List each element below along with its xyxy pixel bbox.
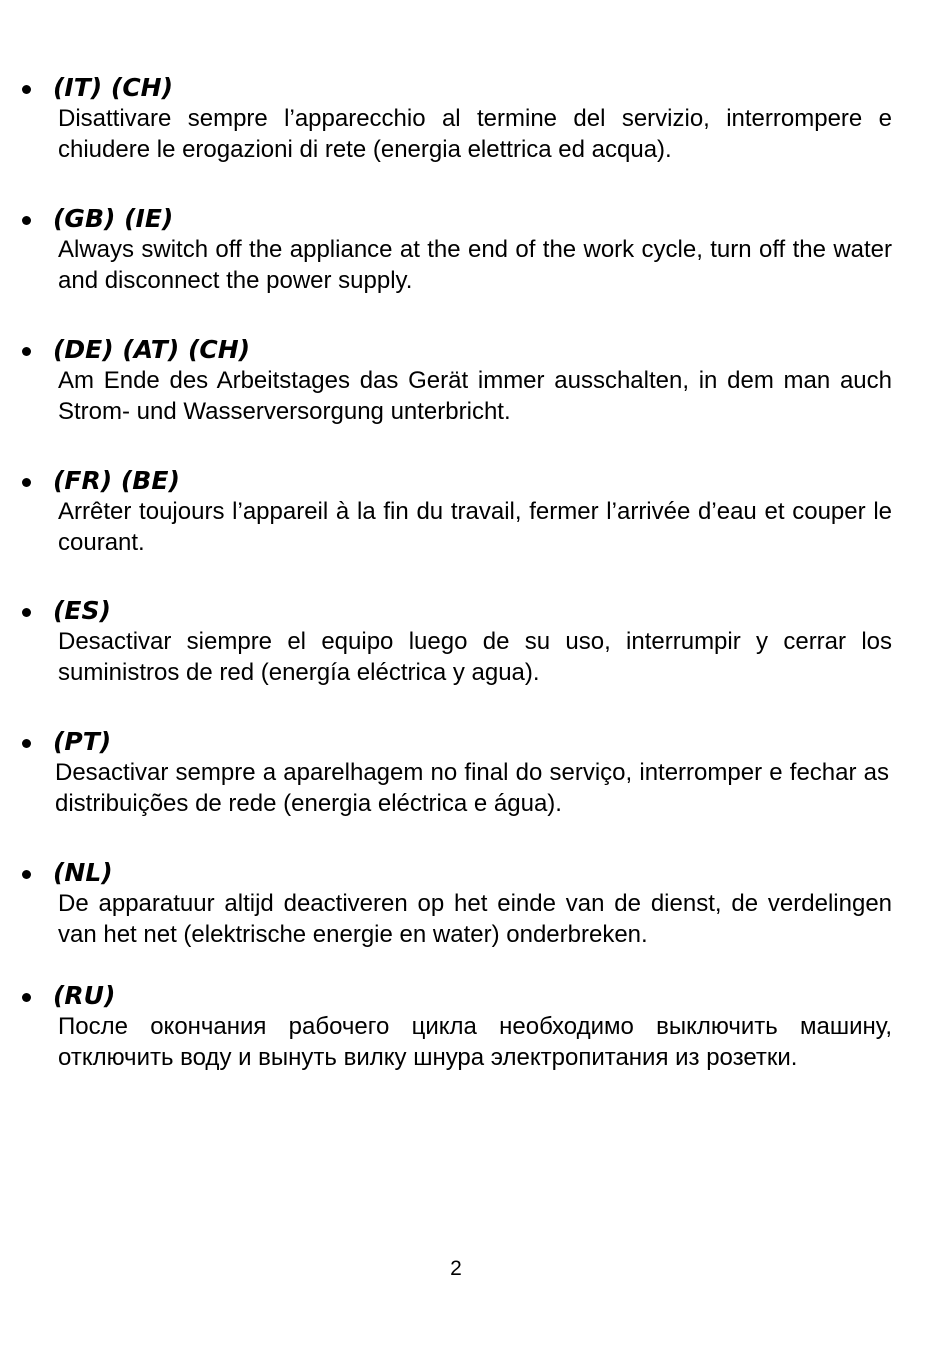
text-line: De apparatuur altijd deactiveren op het einde van de dienst, de xyxy=(58,890,759,917)
bullet-icon xyxy=(22,993,31,1002)
text-line: verdelingen van het net (elektrische energie en water) onderbreken. xyxy=(58,890,893,948)
instruction-text xyxy=(58,496,892,558)
text-line: Arrêter toujours l’appareil à la fin du travail, fermer l’arrivée d’eau et xyxy=(58,498,785,525)
language-heading: (ES) xyxy=(53,596,111,625)
text-line: отключить воду и вынуть вилку шнура электропитания из розетки. xyxy=(58,1044,798,1071)
instruction-text xyxy=(55,757,889,819)
language-heading: (IT) (CH) xyxy=(53,73,174,102)
text-line: chiudere le erogazioni di rete (energia elettrica ed acqua). xyxy=(58,136,672,163)
instruction-text xyxy=(58,365,892,427)
bullet-icon xyxy=(22,85,31,94)
text-line: fechar as distribuições de rede (energia eléctrica e água). xyxy=(55,759,890,817)
text-line: the water and disconnect the power supply. xyxy=(58,236,893,294)
text-line: После окончания рабочего цикла необходимо выключить машину, xyxy=(58,1013,892,1040)
text-line: suministros de red (energía eléctrica y agua). xyxy=(58,659,540,686)
instruction-text xyxy=(58,103,892,165)
bullet-icon xyxy=(22,739,31,748)
language-heading: (DE) (AT) (CH) xyxy=(53,335,251,364)
text-line: Disattivare sempre l’apparecchio al termine del servizio, interrompere e xyxy=(58,105,892,132)
text-line: Am Ende des Arbeitstages das Gerät immer ausschalten, in dem man xyxy=(58,367,831,394)
language-heading: (PT) xyxy=(53,727,112,756)
text-line: Desactivar sempre a aparelhagem no final do serviço, interromper e xyxy=(55,759,783,786)
bullet-icon xyxy=(22,347,31,356)
instruction-text xyxy=(58,234,892,296)
language-heading: (FR) (BE) xyxy=(53,466,180,495)
bullet-icon xyxy=(22,608,31,617)
bullet-icon xyxy=(22,216,31,225)
instruction-text xyxy=(58,626,892,688)
page-number: 2 xyxy=(450,1257,462,1280)
bullet-icon xyxy=(22,478,31,487)
instruction-text xyxy=(58,1011,892,1073)
language-heading: (GB) (IE) xyxy=(53,204,174,233)
text-line: couper le courant. xyxy=(58,498,892,556)
language-heading: (RU) xyxy=(53,981,116,1010)
text-line: auch Strom- und Wasserversorgung unterbricht. xyxy=(58,367,892,425)
instruction-text xyxy=(58,888,892,950)
text-line: Always switch off the appliance at the end of the work cycle, turn off xyxy=(58,236,786,263)
text-line: Desactivar siempre el equipo luego de su uso, interrumpir y cerrar los xyxy=(58,628,892,655)
language-heading: (NL) xyxy=(53,858,113,887)
bullet-icon xyxy=(22,870,31,879)
